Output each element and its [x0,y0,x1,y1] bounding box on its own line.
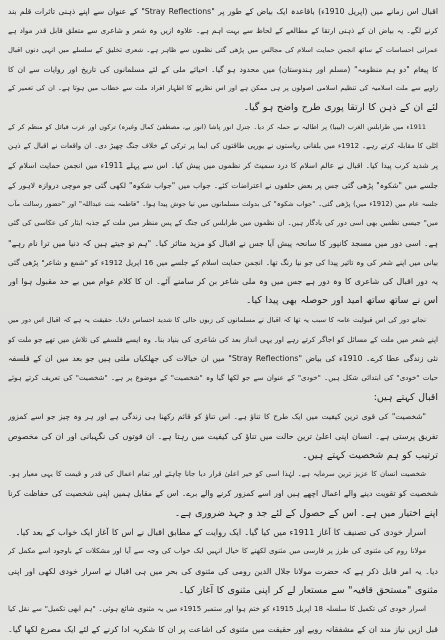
text-line: زاویے سے ملت اسلامیہ کی تنظیم اسلامی اصولوں پر ہی ممکن ہے اور اس نظریے کا اظہار افراد ملت سے خطاب میں ہوتا ہے۔ ان کی تعمیر کے [8,84,438,93]
text-line: قبل ازیں نیاز مند ان کے مشفقانہ رویے اور حقیقت میں مثنوی کی اشاعت پر ان کا شکریہ ادا کرنے کے لئے ایک مصرع لکھا گیا۔ [8,624,438,634]
text-line: "شخصیت" کی قوی ترین کیفیت میں ایک طرح کا تناؤ ہے۔ اس تناؤ کو قائم رکھنا ہی زندگی ہے اور ہر وہ چیز جو اسے کمزور [8,412,426,422]
text-line: پر شدید کرب پیدا کیا۔ اقبال نے عالم اسلام کا درد سمیٹ کر نظموں میں پیش کیا۔ اس سے پہلے 1911ء میں انجمن حمایت اسلام کے [8,161,438,171]
text-line: میں" جیسی نظمیں بھی اسی دور کی یادگار ہیں۔ ان نظموں میں طرابلس کی جنگ کے پس منظر میں ملت کے جذبہ ایثار کی عکاسی کی گئی [8,219,438,228]
text-line: 1911ء میں طرابلس الغرب (لیبیا) پر اطالیہ نے حملہ کر دیا۔ جنرل انور پاشا (انور بے، مصطفیٰ کمال وغیرہ) ترکوں اور عرب قبائل کو منظم کر کے [8,122,426,131]
text-line: ترتیب کو ہم شخصیت کہتے ہیں۔ [302,449,438,461]
text-line: دیا۔ یہ امر قابل ذکر ہے کہ حضرت مولانا جلال الدین رومی کی مثنوی کی بحر میں ہی اقبال نے اسرار خودی لکھی اور اپنی [8,566,438,576]
text-line: لئے ان کے ذہن کا ارتقا پوری طرح واضح ہو گیا۔ [243,102,438,114]
text-line: جلسے میں "شکوہ" پڑھی گئی جس پر بعض حلقوں نے اعتراضات کئے۔ جواب میں "جواب شکوہ" لکھی گئی جو موچی دروازہ لاہور کے [8,180,438,190]
text-line: جلسہ عام میں (1912ء میں) پڑھی گئی۔ "جواب شکوہ" کی بدولت مسلمانوں میں نیا جوش پیدا ہوا۔ "فاطمہ بنت عبداللہ" اور "حضور رسالت مآب [8,199,438,208]
text-line: کا پیغام "دو ہم منظومہ" (مسلم اور ہندوستان) میں محدود ہو گیا۔ احیائے ملی کے لئے مسلمانوں کی تاریخ اور روایات سے ان کا [8,64,438,74]
text-line: اپنے شعر میں ملت کے مسائل کو اجاگر کرتے رہے اور یہی انداز بعد کی شاعری کی بنیاد بنا۔ وہ ایسے فلسفے کی تلاش میں تھے جو ملت کو [8,335,438,345]
text-line: حیات "خودی" کی ابتدائی شکل ہیں۔ "خودی" کے عنوان سے جو لکھا گیا وہ "شخصیت" کے موضوع پر ہے۔ "شخصیت" کی تعریف کرتے ہوئے [8,373,438,382]
text-line: بیانی میں اپنے شعر کی وہ تاثیر پیدا کی جو نیا رنگ تھا۔ انجمن حمایت اسلام کے جلسے میں 16 اپریل 1912ء کو "شمع و شاعر" پڑھی گئی [8,257,438,267]
text-line: عمرانی احساسات کے ساتھ انجمن حمایت اسلام کی مجالس میں پڑھی گئی نظموں سے ظاہر ہے۔ شعری تخلیق کے سلسلے میں انہی دنوں اقبال [8,45,438,54]
text-line: یہ دور اقبال کی شاعری کا وہ دور ہے جس میں وہ ملی شاعر بن کر سامنے آئے۔ ان کا کلام عوام میں بے حد مقبول ہوا اور [8,277,438,287]
text-line: تفریق پرستی ہے۔ انسان اپنی اعلیٰ ترین حالت میں تناؤ کی کیفیت میں رہتا ہے۔ ان قوتوں کی نگہبانی اور ان کی مخصوص [8,431,438,441]
text-line: ہے۔ اسی دور میں مسجد کانپور کا سانحہ پیش آیا جس نے اقبال کو مزید متاثر کیا۔ "ہم تو جیتے ہیں کہ دنیا میں ترا نام رہے" [8,238,438,248]
text-line: مولانا روم کی مثنوی کی طرز پر فارسی میں مثنوی لکھنے کا خیال انہیں ایک خواب کی وجہ سے آیا اور مشکلات کے باوجود اسے مکمل کر [8,547,426,556]
text-line: مثنوی "مستحق قافیہ" سے مستعار لے کر اپنی مثنوی کا آغاز کیا۔ [178,584,438,596]
text-line: اقبال کہتے ہیں: [373,391,438,403]
text-line: نجانے دور کی اس قبولیت عامہ کا سبب یہ تھا کہ اقبال نے مسلمانوں کی زبوں حالی کا شدید احساس دلایا۔ حقیقت یہ ہے کہ اقبال اس دور میں [8,315,426,324]
text-line: نئی زندگی عطا کرے۔ 1910ء کی بیاض "Stray Reflections" میں ان خیالات کی جھلکیاں ملتی ہیں جو بعد میں ان کے فلسفہ [8,354,438,364]
text-line: اس نے ساتھ ساتھ امید اور حوصلہ بھی پیدا کیا۔ [245,295,438,307]
text-line: شخصیت کو تقویت دینے والے اعمال اچھے ہیں اور اسے کمزور کرنے والے برے۔ اس کے مقابل ہمیں اپنی شخصیت کی حفاظت کرنا [8,489,438,499]
text-line: اٹلی کا مقابلہ کرتے رہے۔ 1912ء میں بلقانی ریاستوں نے یورپی طاقتوں کی ایما پر ترکی کے خلاف جنگ چھیڑ دی۔ ان واقعات نے اقبال کے ذہن [8,142,438,151]
text-line: اسرار خودی کی تکمیل کا سلسلہ 18 اپریل 1915ء کو ختم ہوا اور ستمبر 1915ء میں یہ مثنوی شائع ہوئی۔ "ہم ابھی تکمیل" سے نقل کیا [8,605,426,614]
text-line: اسرار خودی کی تصنیف کا آغاز 1911ء میں کیا گیا۔ ایک روایت کے مطابق اقبال نے اس کا آغاز ایک خواب کے بعد کیا۔ [15,527,426,538]
text-line: اقبال اس زمانے میں (اپریل 1910ء) باقاعدہ ایک بیاض کے طور پر "Stray Reflections" کے عنوان سے اپنے ذہنی تاثرات قلم بند [8,7,438,16]
text-line: شخصیت انسان کا عزیز ترین سرمایہ ہے۔ لہٰذا اسی کو خیر اعلیٰ قرار دیا جانا چاہئے اور تمام اعمال کی قدر و قیمت کا یہی معیار ہو۔ [8,470,426,479]
text-line: کرنے لگے۔ یہ بیاض ان کے ذہنی ارتقا کے مطالعے کے لحاظ سے بہت اہم ہے۔ علاوہ ازیں وہ شعر و شاعری سے متعلق قابل قدر مواد ہے [8,26,438,36]
text-line: اپنے اختیار میں ہے۔ اس کے حصول کے لئے جد و جہد ضروری ہے۔ [174,507,438,519]
